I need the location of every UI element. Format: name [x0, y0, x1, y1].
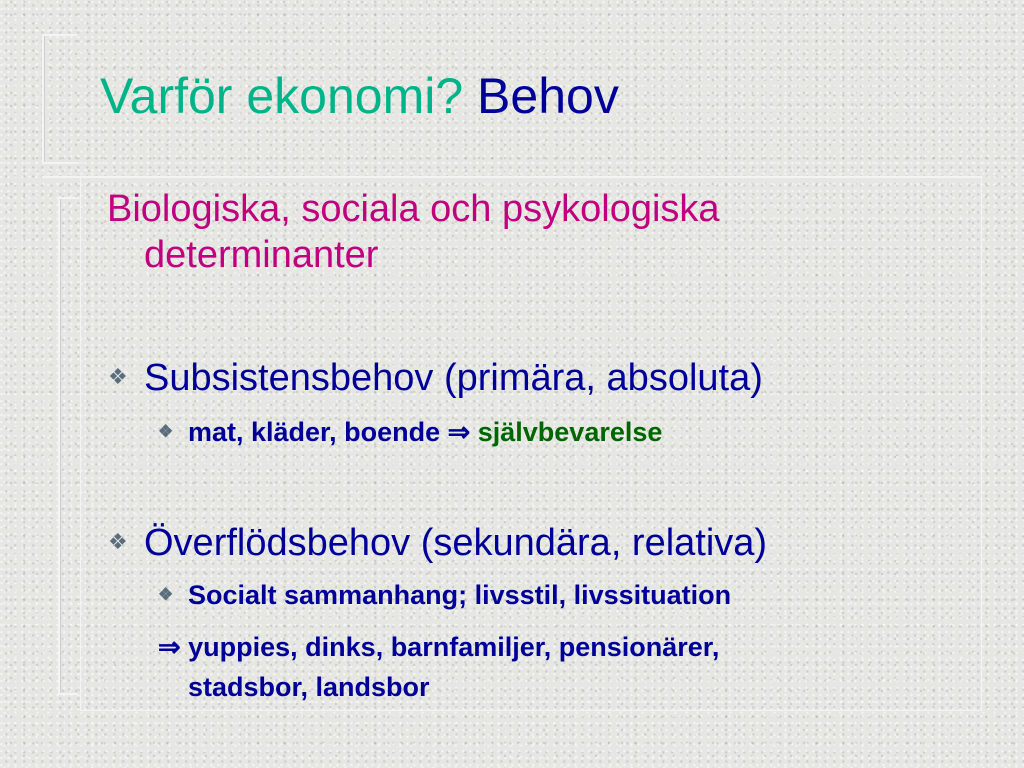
subsistence-result: självbevarelse [477, 417, 663, 447]
diamond-four-dot-icon: ❖ [158, 584, 174, 604]
abundance-detail-text: Socialt sammanhang; livsstil, livssituation [188, 580, 732, 610]
intro-line-2: determinanter [144, 234, 379, 276]
diamond-four-dot-icon: ❖ [158, 421, 174, 441]
abundance-examples-line-2: stadsbor, landsbor [188, 672, 430, 702]
title-part-keyword: Behov [477, 68, 619, 124]
implies-arrow-icon: ⇒ [158, 632, 181, 662]
section-heading-text: Subsistensbehov (primära, absoluta) [144, 357, 763, 399]
abundance-examples [158, 627, 938, 707]
slide-title [100, 66, 619, 126]
abundance-examples-line-1: yuppies, dinks, barnfamiljer, pensionärer, [188, 632, 720, 662]
subsistence-detail [158, 415, 662, 451]
abundance-detail [158, 578, 731, 614]
intro-text [107, 186, 957, 278]
title-part-question: Varför ekonomi? [100, 68, 464, 124]
subsistence-detail-text: mat, kläder, boende [188, 417, 441, 447]
section-heading-subsistence [108, 355, 763, 403]
implies-arrow-icon: ⇒ [447, 417, 471, 447]
section-heading-text: Överflödsbehov (sekundära, relativa) [144, 522, 768, 564]
diamond-four-dot-icon: ❖ [108, 363, 128, 389]
decorative-bracket-bottom [58, 197, 77, 695]
decorative-bracket-top [42, 34, 77, 164]
section-heading-abundance [108, 520, 767, 568]
intro-line-1: Biologiska, sociala och psykologiska [107, 188, 720, 230]
diamond-four-dot-icon: ❖ [108, 528, 128, 554]
